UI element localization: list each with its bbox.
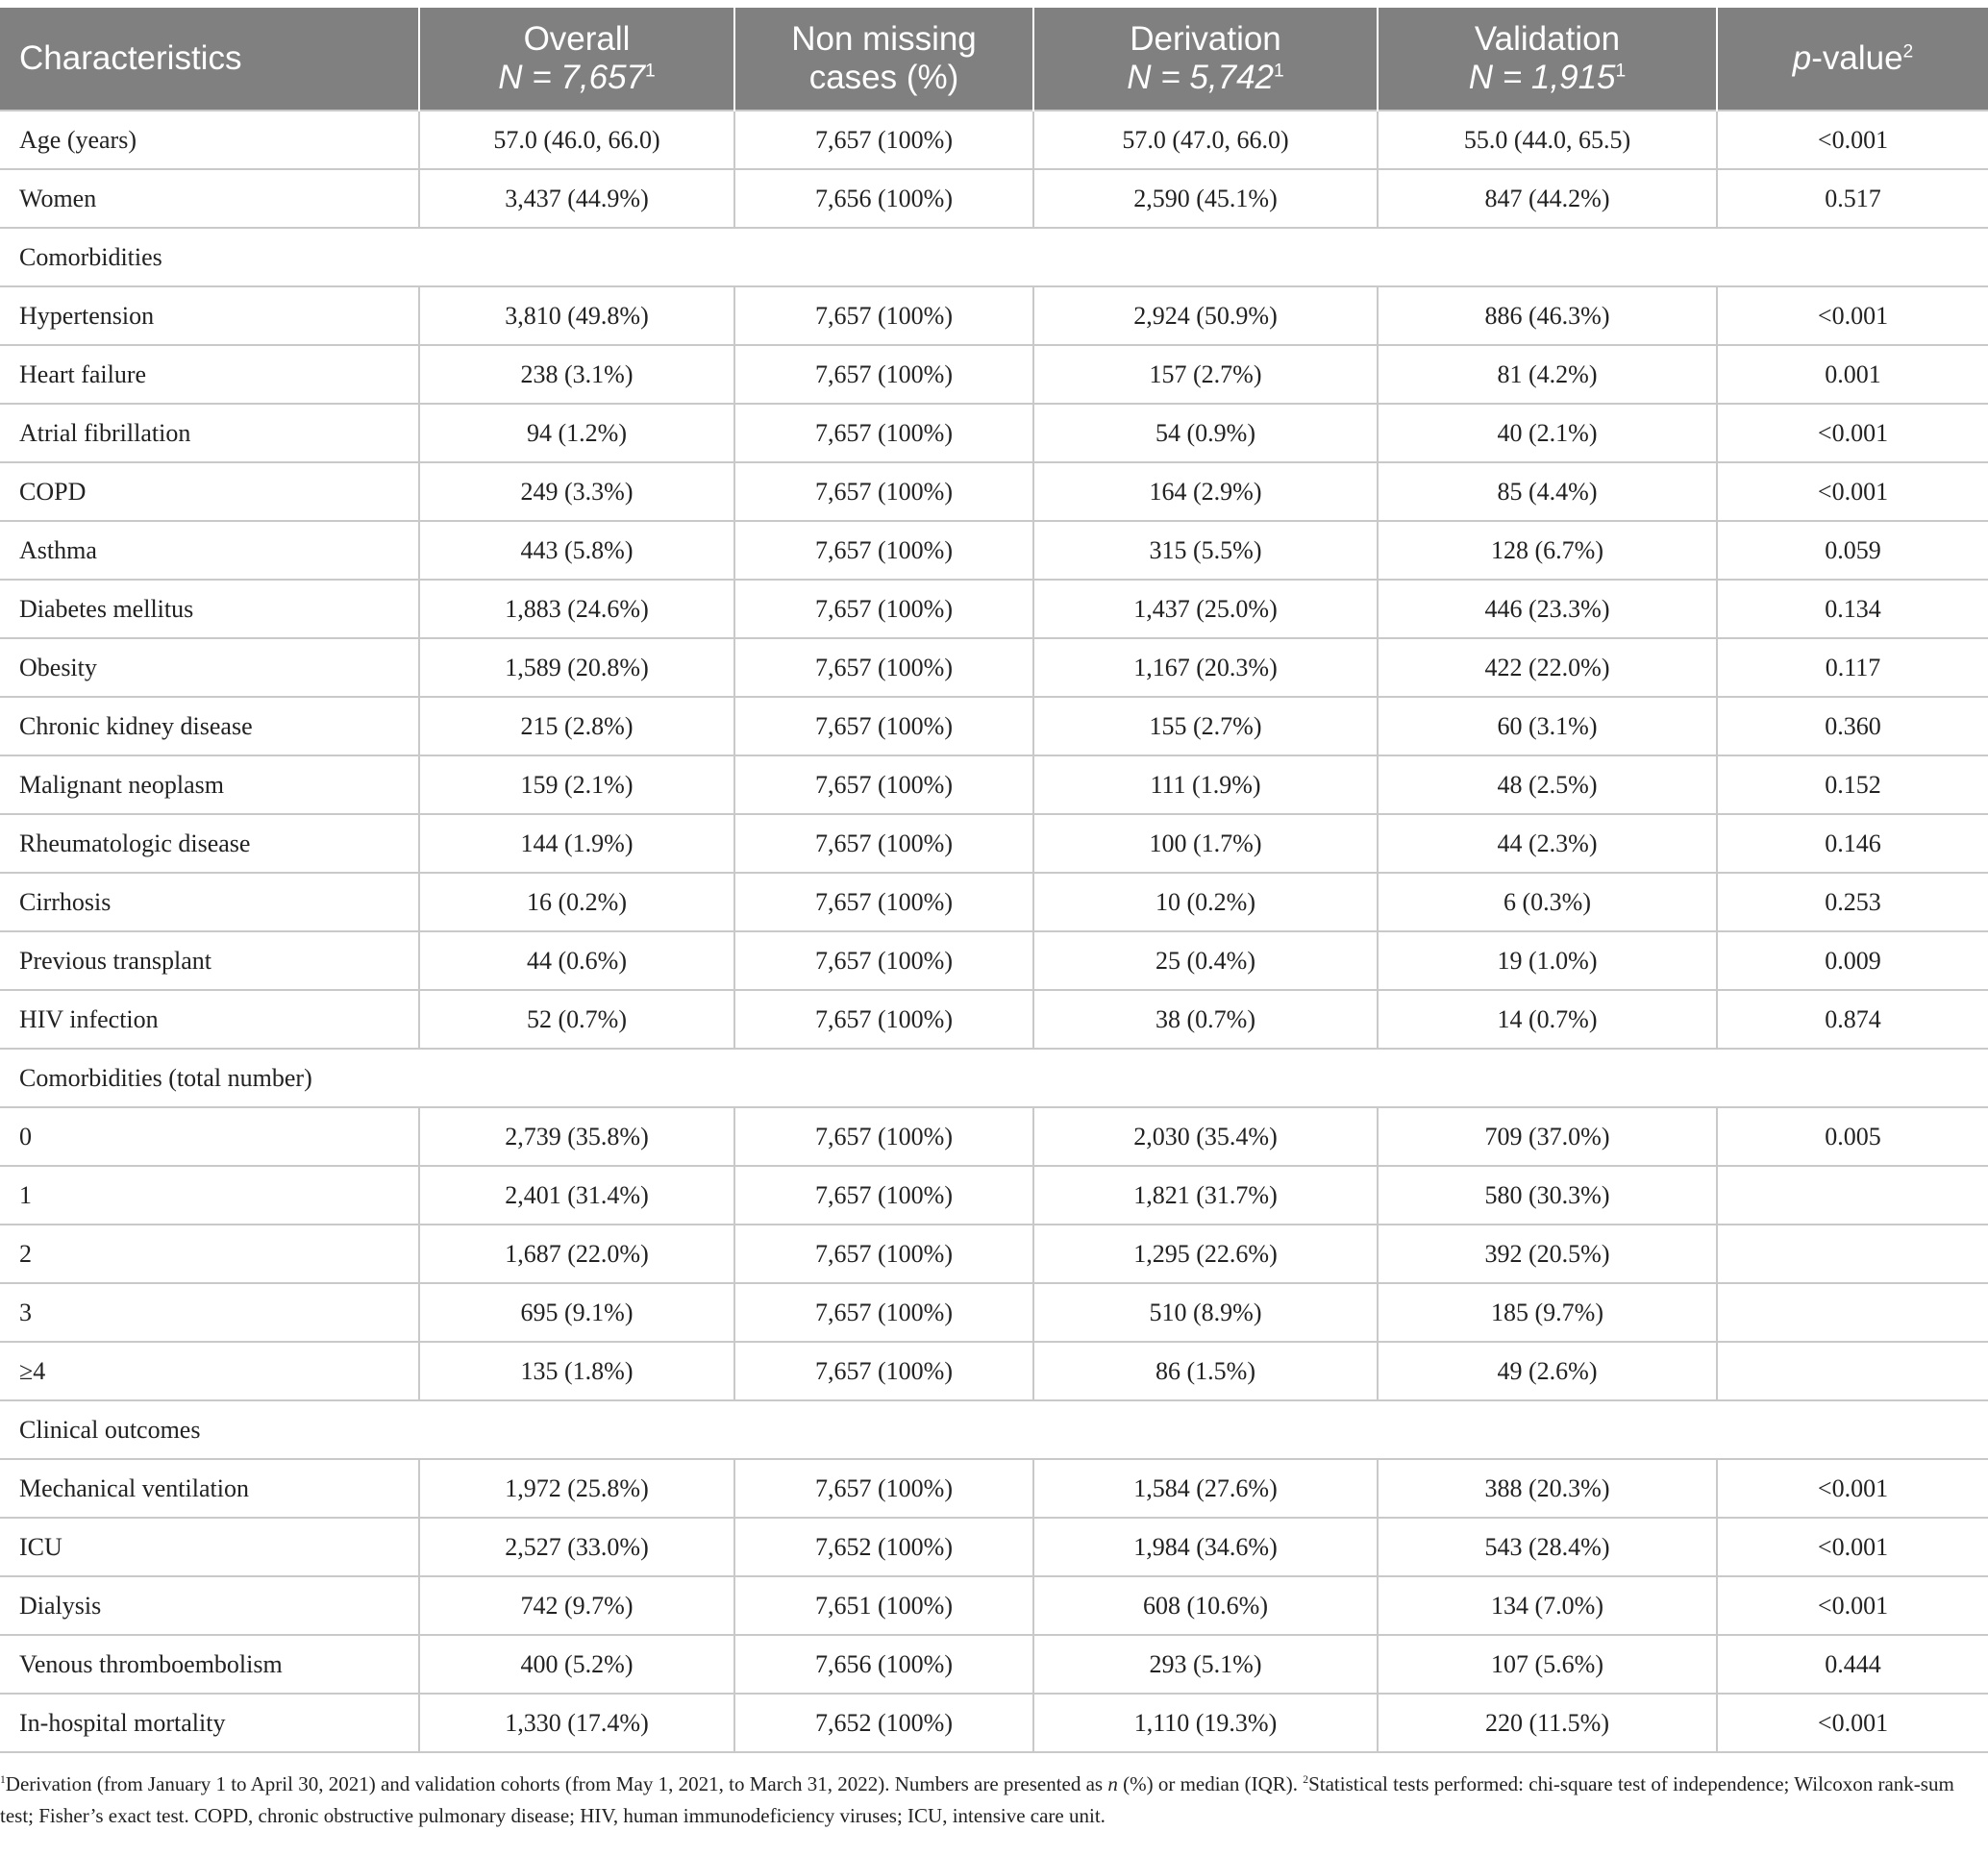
cell-pvalue: <0.001 [1717,404,1988,462]
cell-derivation: 57.0 (47.0, 66.0) [1033,111,1378,169]
cell-pvalue [1717,1342,1988,1400]
cell-nonmissing: 7,656 (100%) [734,1635,1033,1694]
cell-derivation: 111 (1.9%) [1033,755,1378,814]
cell-validation: 220 (11.5%) [1378,1694,1717,1752]
cell-label: ≥4 [0,1342,419,1400]
cell-overall: 44 (0.6%) [419,931,734,990]
cell-validation: 85 (4.4%) [1378,462,1717,521]
cell-nonmissing: 7,656 (100%) [734,169,1033,228]
cell-pvalue: 0.444 [1717,1635,1988,1694]
section-row [0,1400,1988,1459]
cell-label: Obesity [0,638,419,697]
cell-nonmissing: 7,657 (100%) [734,873,1033,931]
table-row [0,345,1988,404]
table-row [0,873,1988,931]
cell-pvalue: 0.117 [1717,638,1988,697]
cell-nonmissing: 7,657 (100%) [734,521,1033,580]
cell-overall: 57.0 (46.0, 66.0) [419,111,734,169]
table-row [0,1283,1988,1342]
cell-overall: 238 (3.1%) [419,345,734,404]
cell-overall: 2,527 (33.0%) [419,1518,734,1576]
cell-derivation: 1,110 (19.3%) [1033,1694,1378,1752]
cell-label: 2 [0,1225,419,1283]
cell-label: Malignant neoplasm [0,755,419,814]
header-characteristics: Characteristics [0,8,419,111]
section-row [0,1049,1988,1107]
cell-label: Mechanical ventilation [0,1459,419,1518]
cell-pvalue [1717,1283,1988,1342]
cell-overall: 400 (5.2%) [419,1635,734,1694]
cell-pvalue: 0.059 [1717,521,1988,580]
table-row [0,1107,1988,1166]
cell-derivation: 1,295 (22.6%) [1033,1225,1378,1283]
cell-nonmissing: 7,657 (100%) [734,931,1033,990]
header-overall: Overall $N = 7,657^1$ [419,8,734,111]
cell-derivation: 608 (10.6%) [1033,1576,1378,1635]
cell-overall: 215 (2.8%) [419,697,734,755]
cell-derivation: 315 (5.5%) [1033,521,1378,580]
cell-derivation: 1,821 (31.7%) [1033,1166,1378,1225]
table-row [0,1342,1988,1400]
cell-overall: 2,739 (35.8%) [419,1107,734,1166]
cell-derivation: 155 (2.7%) [1033,697,1378,755]
cell-nonmissing: 7,657 (100%) [734,111,1033,169]
cell-overall: 52 (0.7%) [419,990,734,1049]
cell-pvalue: 0.253 [1717,873,1988,931]
cell-derivation: 293 (5.1%) [1033,1635,1378,1694]
cell-pvalue: 0.134 [1717,580,1988,638]
cell-pvalue: <0.001 [1717,1576,1988,1635]
table-row [0,521,1988,580]
cell-validation: 388 (20.3%) [1378,1459,1717,1518]
table-row [0,404,1988,462]
cell-pvalue: 0.009 [1717,931,1988,990]
cell-derivation: 1,984 (34.6%) [1033,1518,1378,1576]
cell-overall: 1,589 (20.8%) [419,638,734,697]
cell-derivation: 2,590 (45.1%) [1033,169,1378,228]
cell-nonmissing: 7,657 (100%) [734,1166,1033,1225]
table-row [0,1518,1988,1576]
cell-nonmissing: 7,657 (100%) [734,814,1033,873]
cell-label: HIV infection [0,990,419,1049]
header-non-missing: Non missing cases (%) [734,8,1033,111]
cell-pvalue: <0.001 [1717,111,1988,169]
cell-overall: 135 (1.8%) [419,1342,734,1400]
cell-pvalue [1717,1166,1988,1225]
cell-label: Heart failure [0,345,419,404]
cell-pvalue: 0.005 [1717,1107,1988,1166]
cell-label: Diabetes mellitus [0,580,419,638]
header-validation: Validation $N = 1,915^1$ [1378,8,1717,111]
section-row [0,228,1988,286]
cell-pvalue: 0.517 [1717,169,1988,228]
cell-validation: 580 (30.3%) [1378,1166,1717,1225]
table-footnote: $^1$Derivation (from January 1 to April 30, 2021) and validation cohorts (from May 1, 2021, to March 31, 2022). Numbers are presented as n (%) or median (IQR). $^2$Statistical tests performed: chi-square test of independence; Wilcoxon rank-sum test; Fisher’s exact test. COPD, chronic obstructive pulmonary disease; HIV, human immunodeficiency viruses; ICU, intensive care unit. [0,1772,1954,1827]
table-header [0,8,1988,111]
cell-label: 3 [0,1283,419,1342]
cell-nonmissing: 7,652 (100%) [734,1518,1033,1576]
cell-label: Venous thromboembolism [0,1635,419,1694]
cell-pvalue: <0.001 [1717,1694,1988,1752]
cell-derivation: 54 (0.9%) [1033,404,1378,462]
section-label: Clinical outcomes [0,1400,1988,1459]
cell-validation: 134 (7.0%) [1378,1576,1717,1635]
cell-label: COPD [0,462,419,521]
cell-nonmissing: 7,657 (100%) [734,462,1033,521]
cell-derivation: 1,167 (20.3%) [1033,638,1378,697]
cell-label: Asthma [0,521,419,580]
table-row [0,638,1988,697]
cell-validation: 60 (3.1%) [1378,697,1717,755]
cell-pvalue [1717,1225,1988,1283]
cell-overall: 1,972 (25.8%) [419,1459,734,1518]
cell-pvalue: <0.001 [1717,286,1988,345]
cell-overall: 159 (2.1%) [419,755,734,814]
cell-pvalue: <0.001 [1717,1459,1988,1518]
cell-label: Hypertension [0,286,419,345]
cell-label: ICU [0,1518,419,1576]
cell-label: In-hospital mortality [0,1694,419,1752]
cell-label: Dialysis [0,1576,419,1635]
cell-nonmissing: 7,657 (100%) [734,1107,1033,1166]
table-row [0,1166,1988,1225]
cell-validation: 107 (5.6%) [1378,1635,1717,1694]
cell-nonmissing: 7,652 (100%) [734,1694,1033,1752]
cell-derivation: 1,437 (25.0%) [1033,580,1378,638]
cell-overall: 94 (1.2%) [419,404,734,462]
cell-derivation: 510 (8.9%) [1033,1283,1378,1342]
cell-label: Atrial fibrillation [0,404,419,462]
cell-nonmissing: 7,657 (100%) [734,1225,1033,1283]
cell-nonmissing: 7,657 (100%) [734,580,1033,638]
cell-pvalue: 0.360 [1717,697,1988,755]
cell-overall: 1,687 (22.0%) [419,1225,734,1283]
cell-nonmissing: 7,657 (100%) [734,1283,1033,1342]
table-row [0,1694,1988,1752]
cell-validation: 847 (44.2%) [1378,169,1717,228]
header-derivation: Derivation $N = 5,742^1$ [1033,8,1378,111]
cell-overall: 443 (5.8%) [419,521,734,580]
cell-nonmissing: 7,657 (100%) [734,638,1033,697]
table-row [0,462,1988,521]
table-row [0,286,1988,345]
cell-label: Rheumatologic disease [0,814,419,873]
cell-pvalue: 0.146 [1717,814,1988,873]
cell-validation: 446 (23.3%) [1378,580,1717,638]
cell-overall: 1,883 (24.6%) [419,580,734,638]
cell-overall: 3,810 (49.8%) [419,286,734,345]
cell-derivation: 2,030 (35.4%) [1033,1107,1378,1166]
cell-label: Women [0,169,419,228]
cell-pvalue: 0.001 [1717,345,1988,404]
cell-nonmissing: 7,657 (100%) [734,990,1033,1049]
cell-validation: 543 (28.4%) [1378,1518,1717,1576]
cell-label: Previous transplant [0,931,419,990]
cell-derivation: 38 (0.7%) [1033,990,1378,1049]
cell-validation: 128 (6.7%) [1378,521,1717,580]
cell-nonmissing: 7,657 (100%) [734,1459,1033,1518]
cell-nonmissing: 7,657 (100%) [734,345,1033,404]
cell-validation: 48 (2.5%) [1378,755,1717,814]
cell-label: Age (years) [0,111,419,169]
cell-nonmissing: 7,657 (100%) [734,1342,1033,1400]
cell-derivation: 100 (1.7%) [1033,814,1378,873]
cell-nonmissing: 7,657 (100%) [734,697,1033,755]
cell-validation: 709 (37.0%) [1378,1107,1717,1166]
cell-validation: 49 (2.6%) [1378,1342,1717,1400]
cell-label: Chronic kidney disease [0,697,419,755]
table-row [0,1635,1988,1694]
table-row [0,580,1988,638]
cell-validation: 40 (2.1%) [1378,404,1717,462]
cell-derivation: 10 (0.2%) [1033,873,1378,931]
table-row [0,814,1988,873]
table-row [0,1225,1988,1283]
cell-overall: 249 (3.3%) [419,462,734,521]
cell-validation: 19 (1.0%) [1378,931,1717,990]
cell-validation: 55.0 (44.0, 65.5) [1378,111,1717,169]
cell-overall: 144 (1.9%) [419,814,734,873]
section-label: Comorbidities [0,228,1988,286]
cell-nonmissing: 7,657 (100%) [734,404,1033,462]
cell-derivation: 2,924 (50.9%) [1033,286,1378,345]
cell-validation: 185 (9.7%) [1378,1283,1717,1342]
cell-derivation: 1,584 (27.6%) [1033,1459,1378,1518]
cell-nonmissing: 7,657 (100%) [734,755,1033,814]
cell-label: 1 [0,1166,419,1225]
table-row [0,169,1988,228]
table-row [0,990,1988,1049]
cell-pvalue: 0.152 [1717,755,1988,814]
table-row [0,697,1988,755]
cell-label: Cirrhosis [0,873,419,931]
section-label: Comorbidities (total number) [0,1049,1988,1107]
cell-overall: 3,437 (44.9%) [419,169,734,228]
characteristics-table [0,8,1988,1753]
cell-validation: 6 (0.3%) [1378,873,1717,931]
cell-overall: 742 (9.7%) [419,1576,734,1635]
cell-overall: 695 (9.1%) [419,1283,734,1342]
cell-pvalue: <0.001 [1717,462,1988,521]
cell-validation: 886 (46.3%) [1378,286,1717,345]
header-p-value: p-value$^2$ [1717,8,1988,111]
cell-derivation: 25 (0.4%) [1033,931,1378,990]
table-row [0,755,1988,814]
cell-nonmissing: 7,651 (100%) [734,1576,1033,1635]
table-row [0,1459,1988,1518]
table-row [0,111,1988,169]
cell-pvalue: 0.874 [1717,990,1988,1049]
cell-overall: 2,401 (31.4%) [419,1166,734,1225]
cell-validation: 44 (2.3%) [1378,814,1717,873]
table-body [0,111,1988,1752]
cell-label: 0 [0,1107,419,1166]
table-row [0,1576,1988,1635]
table-row [0,931,1988,990]
cell-nonmissing: 7,657 (100%) [734,286,1033,345]
cell-validation: 14 (0.7%) [1378,990,1717,1049]
cell-derivation: 86 (1.5%) [1033,1342,1378,1400]
cell-derivation: 164 (2.9%) [1033,462,1378,521]
cell-validation: 392 (20.5%) [1378,1225,1717,1283]
cell-validation: 422 (22.0%) [1378,638,1717,697]
cell-overall: 16 (0.2%) [419,873,734,931]
cell-validation: 81 (4.2%) [1378,345,1717,404]
cell-derivation: 157 (2.7%) [1033,345,1378,404]
cell-overall: 1,330 (17.4%) [419,1694,734,1752]
cell-pvalue: <0.001 [1717,1518,1988,1576]
